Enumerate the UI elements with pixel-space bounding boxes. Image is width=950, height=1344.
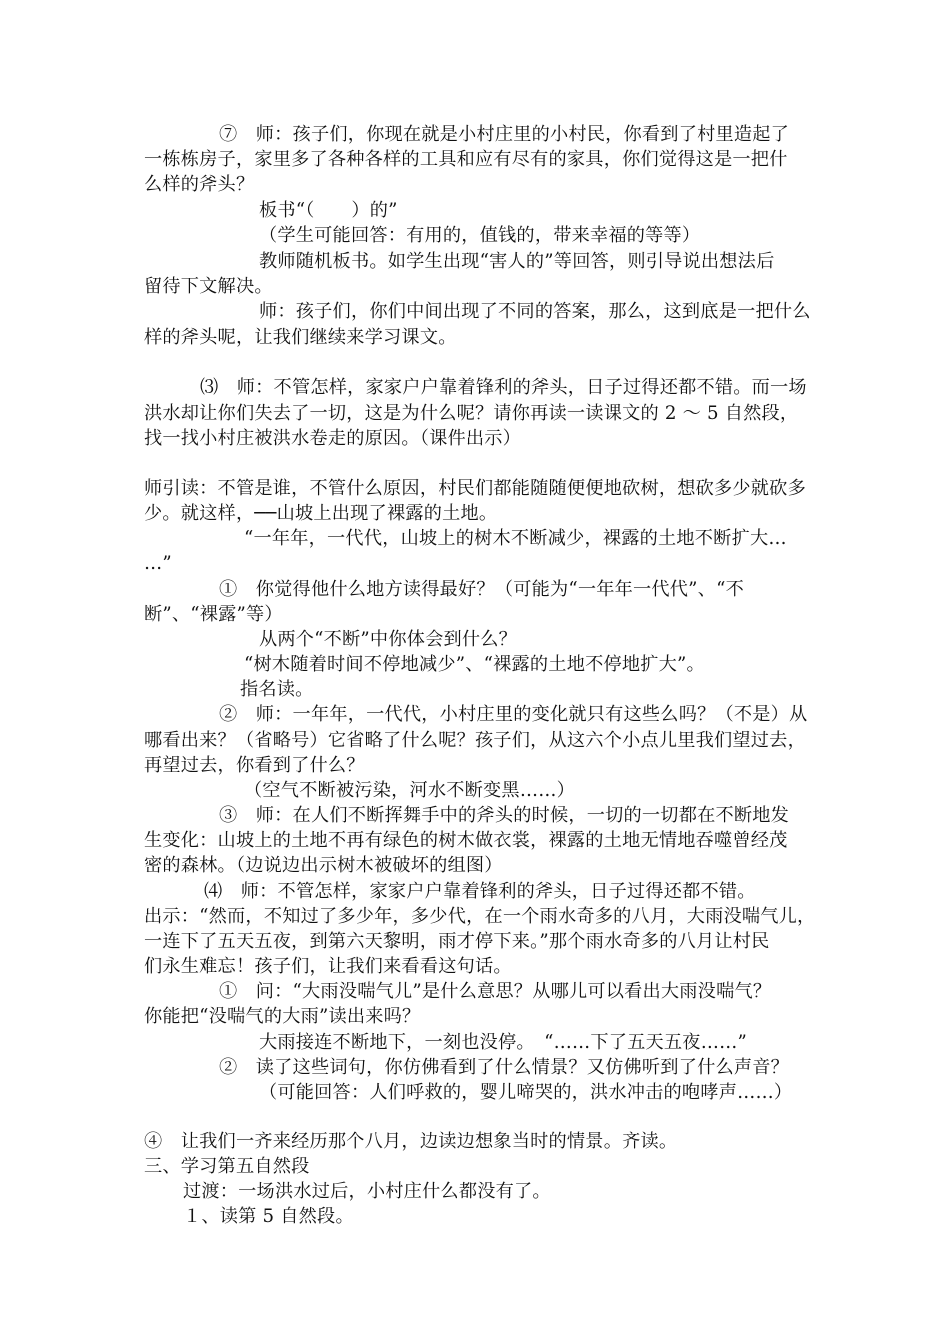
text-line: ① 问：“大雨没喘气儿”是什么意思？从哪儿可以看出大雨没喘气？	[219, 981, 772, 1002]
text-line: 少。就这样，──山坡上出现了裸露的土地。	[144, 503, 498, 524]
text-line: ⑷ 师：不管怎样，家家户户靠着锋利的斧头，日子过得还都不错。	[204, 881, 756, 902]
text-line: 板书“（ ）的”	[259, 200, 398, 221]
text-line: 生变化：山坡上的土地不再有绿色的树木做衣裳，裸露的土地无情地吞噬曾经茂	[144, 830, 788, 851]
text-line: 样的斧头呢，让我们继续来学习课文。	[144, 327, 457, 348]
text-line: １、读第 5 自然段。	[183, 1206, 354, 1227]
text-line: ⑦ 师：孩子们，你现在就是小村庄里的小村民，你看到了村里造起了	[219, 124, 790, 145]
text-line: 哪看出来？（省略号）它省略了什么呢？孩子们，从这六个小点儿里我们望过去，	[144, 730, 806, 751]
text-line: 师引读：不管是谁，不管什么原因，村民们都能随随便便地砍树，想砍多少就砍多	[144, 478, 806, 499]
text-line: “一年年，一代代，山坡上的树木不断减少，裸露的土地不断扩大…	[244, 528, 787, 549]
text-line: 出示：“然而，不知过了多少年，多少代，在一个雨水奇多的八月，大雨没喘气儿，	[144, 906, 816, 927]
text-line: ② 师：一年年，一代代，小村庄里的变化就只有这些么吗？（不是）从	[219, 704, 808, 725]
text-line: “树木随着时间不停地减少”、“裸露的土地不停地扩大”。	[244, 654, 705, 675]
text-line: 指名读。	[240, 679, 314, 700]
text-line: 断”、“裸露”等）	[144, 604, 283, 625]
text-line: 们永生难忘！孩子们，让我们来看看这句话。	[144, 956, 512, 977]
text-line: 一连下了五天五夜，到第六天黎明，雨才停下来。”那个雨水奇多的八月让村民	[144, 931, 770, 952]
text-line: 你能把“没喘气的大雨”读出来吗？	[144, 1006, 421, 1027]
text-line: ① 你觉得他什么地方读得最好？（可能为“一年年一代代”、“不	[219, 579, 744, 600]
text-line: ③ 师：在人们不断挥舞手中的斧头的时候，一切的一切都在不断地发	[219, 805, 790, 826]
text-line: 大雨接连不断地下，一刻也没停。 “……下了五天五夜……”	[259, 1032, 747, 1053]
section-heading: 三、学习第五自然段	[144, 1156, 310, 1177]
text-line: （学生可能回答：有用的，值钱的，带来幸福的等等）	[259, 225, 701, 246]
text-line: 么样的斧头？	[144, 174, 255, 195]
text-line: 师：孩子们，你们中间出现了不同的答案，那么，这到底是一把什么	[259, 301, 811, 322]
text-line: 找一找小村庄被洪水卷走的原因。（课件出示）	[144, 428, 522, 449]
text-line: （可能回答：人们呼救的，婴儿啼哭的，洪水冲击的咆哮声……）	[259, 1082, 793, 1103]
text-line: 一栋栋房子，家里多了各种各样的工具和应有尽有的家具，你们觉得这是一把什	[144, 149, 788, 170]
text-line: 从两个“不断”中你体会到什么？	[259, 629, 518, 650]
text-line: ⑶ 师：不管怎样，家家户户靠着锋利的斧头，日子过得还都不错。而一场	[200, 377, 807, 398]
text-line: 再望过去，你看到了什么？	[144, 755, 365, 776]
text-line: 教师随机板书。如学生出现“害人的”等回答，则引导说出想法后	[259, 251, 775, 272]
text-line: 洪水却让你们失去了一切，这是为什么呢？请你再读一读课文的 2 ～ 5 自然段，	[144, 403, 799, 424]
text-line: …”	[144, 553, 172, 574]
text-line: （空气不断被污染，河水不断变黑……）	[244, 780, 575, 801]
text-line: 留待下文解决。	[144, 276, 273, 297]
text-line: ② 读了这些词句，你仿佛看到了什么情景？又仿佛听到了什么声音？	[219, 1057, 790, 1078]
text-line: 密的森林。（边说边出示树木被破坏的组图）	[144, 855, 503, 876]
text-line: ④ 让我们一齐来经历那个八月，边读边想象当时的情景。齐读。	[144, 1131, 678, 1152]
text-line: 过渡：一场洪水过后，小村庄什么都没有了。	[183, 1181, 551, 1202]
